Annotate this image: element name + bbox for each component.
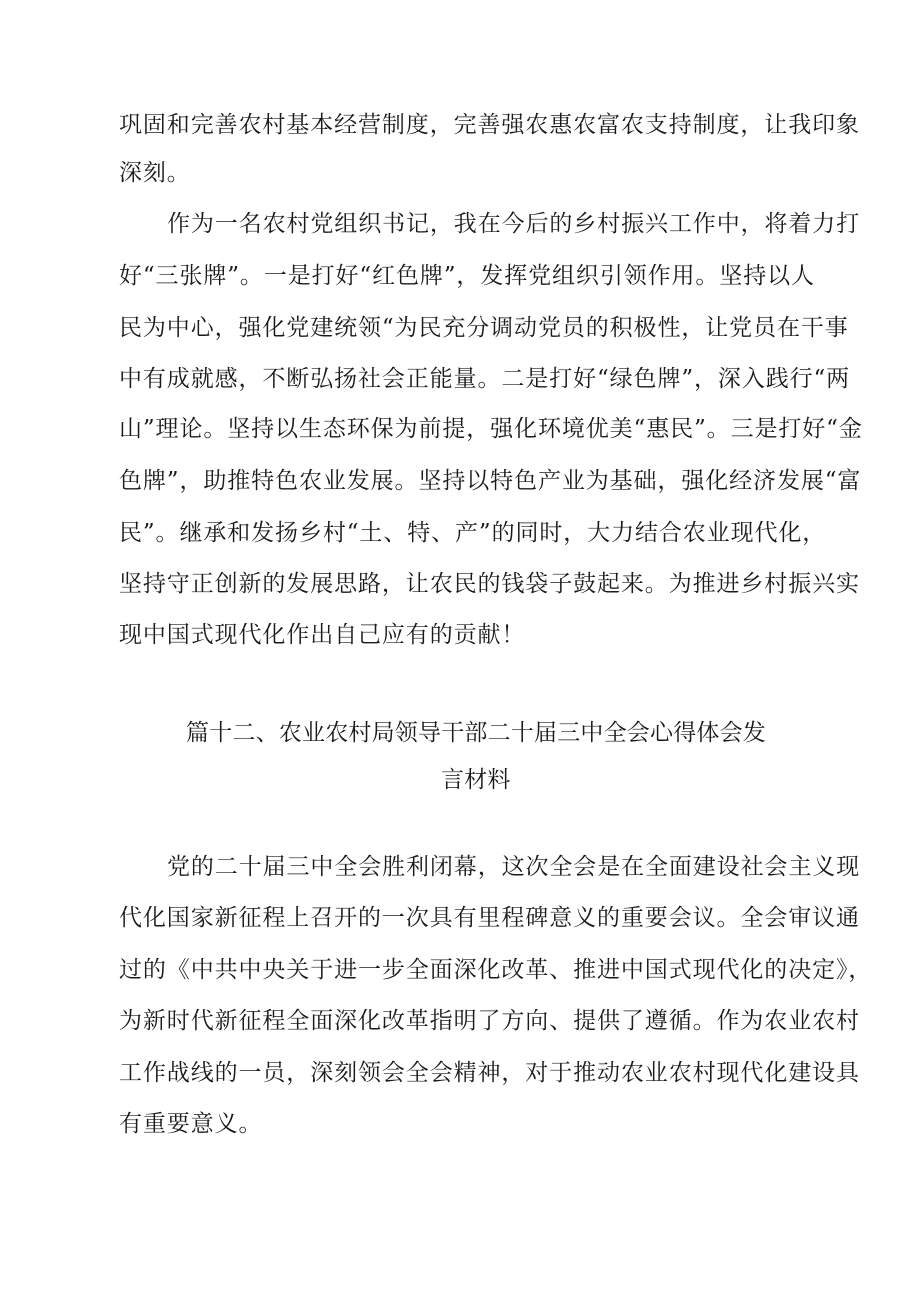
paragraph-2-line-7: 民”。继承和发扬乡村“土、特、产”的同时，大力结合农业现代化， — [119, 520, 827, 546]
section-heading-line-1: 篇十二、农业农村局领导干部二十届三中全会心得体会发 — [186, 720, 766, 746]
paragraph-3-line-1: 党的二十届三中全会胜利闭幕，这次全会是在全面建设社会主义现 — [167, 854, 861, 880]
paragraph-3-line-2: 代化国家新征程上召开的一次具有里程碑意义的重要会议。全会审议通 — [119, 905, 860, 931]
paragraph-3-line-4: 为新时代新征程全面深化改革指明了方向、提供了遵循。作为农业农村 — [119, 1008, 860, 1034]
paragraph-1-line-1: 巩固和完善农村基本经营制度，完善强农惠农富农支持制度，让我印象 — [119, 112, 860, 138]
paragraph-1-line-2: 深刻。 — [119, 160, 191, 186]
paragraph-3-line-5: 工作战线的一员，深刻领会全会精神，对于推动农业农村现代化建设具 — [119, 1060, 860, 1086]
paragraph-2-line-9: 现中国式现代化作出自己应有的贡献！ — [119, 622, 526, 648]
paragraph-2-line-6: 色牌”，助推特色农业发展。坚持以特色产业为基础，强化经济发展“富 — [119, 468, 862, 494]
paragraph-2-line-2: 好“三张牌”。一是打好“红色牌”，发挥党组织引领作用。坚持以人 — [119, 263, 815, 289]
paragraph-2-line-4: 中有成就感，不断弘扬社会正能量。二是打好“绿色牌”，深入践行“两 — [119, 366, 851, 392]
paragraph-3-line-3: 过的《中共中央关于进一步全面深化改革、推进中国式现代化的决定》， — [119, 957, 873, 983]
paragraph-2-line-3: 民为中心，强化党建统领“为民充分调动党员的积极性，让党员在干事 — [119, 315, 849, 341]
paragraph-2-line-8: 坚持守正创新的发展思路，让农民的钱袋子鼓起来。为推进乡村振兴实 — [119, 571, 860, 597]
section-heading-line-2: 言材料 — [441, 767, 511, 793]
paragraph-2-line-5: 山”理论。坚持以生态环保为前提，强化环境优美“惠民”。三是打好“金 — [119, 416, 863, 442]
paragraph-3-line-6: 有重要意义。 — [119, 1111, 263, 1137]
paragraph-2-line-1: 作为一名农村党组织书记，我在今后的乡村振兴工作中，将着力打 — [167, 211, 861, 237]
